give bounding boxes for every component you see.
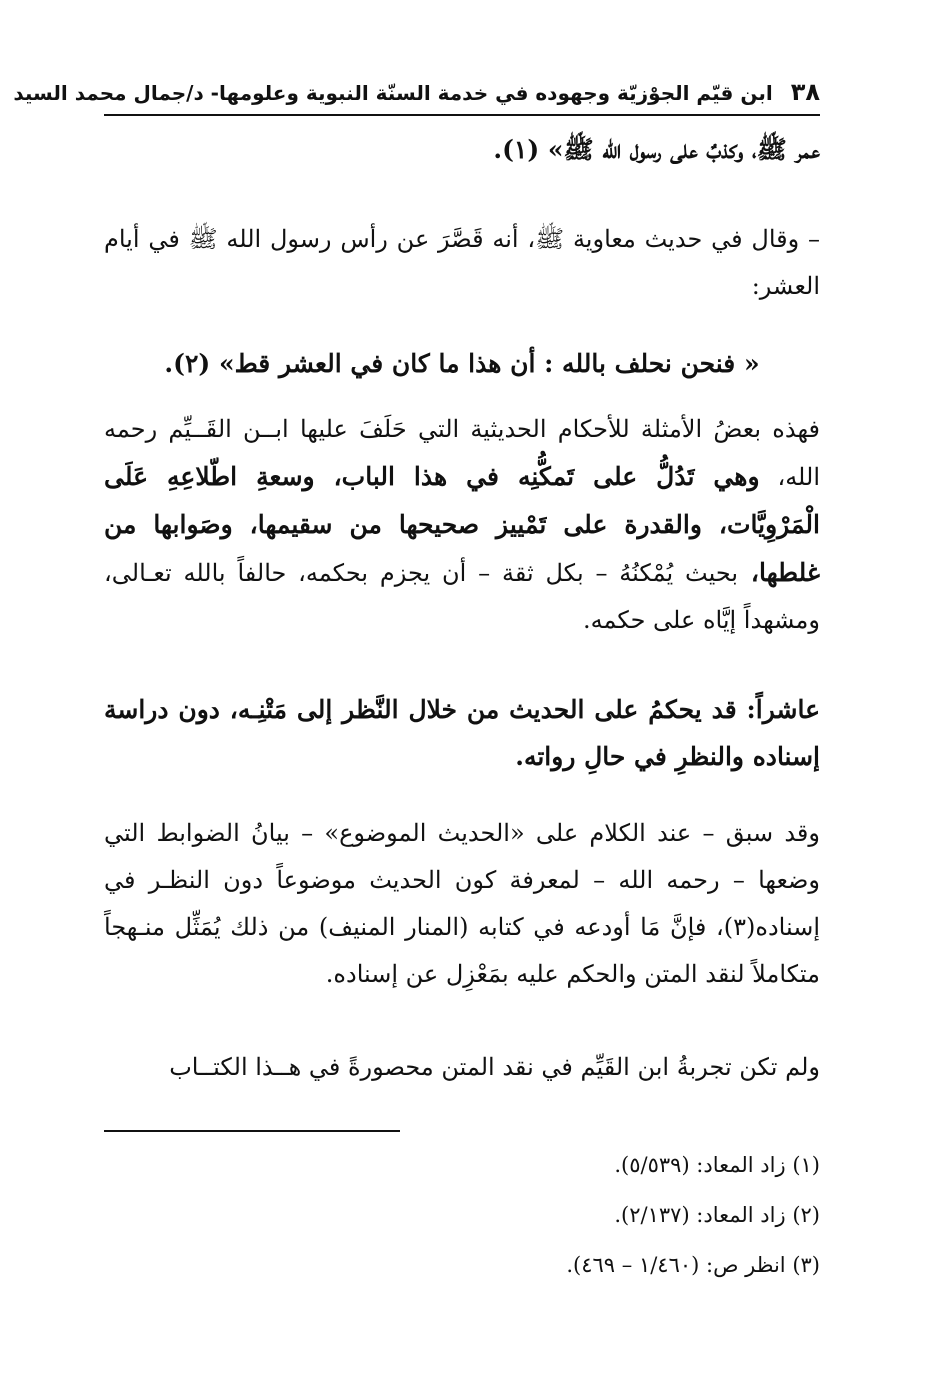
- footnote-1: (١) زاد المعاد: (٥/٥٣٩).: [614, 1153, 820, 1177]
- footnote-3: (٣) انظر ص: (١/٤٦٠ – ٤٦٩).: [566, 1253, 820, 1277]
- footnote-2: (٢) زاد المعاد: (٢/١٣٧).: [614, 1203, 820, 1227]
- paragraph-matn-critique: ولم تكن تجربةُ ابن القَيِّم في نقد المتن محصورةً في هــذا الكتــاب: [169, 1053, 820, 1081]
- summary-conclusion: بحيث يُمْكنُهُ – بكل ثقة – أن يجزم بحكمه، حالفاً بالله تعـالى، ومشهداً إيَّاه على حكمه.: [104, 559, 820, 634]
- paragraph-mawdu-criteria: وقد سبق – عند الكلام على «الحديث الموضوع» – بيانُ الضوابط التي وضعها – رحمه الله – لمعرفة كون الحديث موضوعاً دون النظـر في إسناده(٣)، فإنَّ مَا أودعه في كتابه (المنار المنيف) من ذلك يُمَثِّل منـهجاً متكاملاً لنقد المتن والحكم عليه بمَعْزِل عن إسناده.: [104, 819, 820, 988]
- footnote-separator: [104, 1130, 400, 1132]
- running-header: [13, 78, 820, 116]
- paragraph-continuation: عمر ﷺ، وكذبٌ على رسول الله ﷺ» (١).: [493, 135, 820, 164]
- page-number: ٣٨: [790, 78, 820, 106]
- book-page: [13, 78, 820, 1298]
- paragraph-muawiya-hadith: – وقال في حديث معاوية ﷺ، أنه قَصَّرَ عن رأس رسول الله ﷺ في أيام العشر:: [104, 225, 820, 300]
- oath-quote: « فنحن نحلف بالله : أن هذا ما كان في العشر قط» (٢).: [164, 349, 760, 378]
- paragraph-examples-summary: [104, 406, 820, 644]
- section-heading-tenth: عاشراً: قد يحكمُ على الحديث من خلال النَّظر إلى مَتْنِـه، دون دراسة إسناده والنظرِ في حالِ رواته.: [104, 695, 820, 771]
- running-title: ابن قيّم الجوْزيّة وجهوده في خدمة السنّة النبوية وعلومها- د/جمال محمد السيد: [13, 81, 773, 105]
- summary-emphasis: وهي تَدُلُّ على تَمكُّنِه في هذا الباب، وسعةِ اطّلاعِهِ عَلَى الْمَرْوِيَّات، والقدرة على تَمْييز صحيحها من سقيمها، وصَوابها من غلطها،: [104, 462, 820, 587]
- summary-intro: فهذه بعضُ الأمثلة للأحكام الحديثية التي حَلَفَ عليها ابــن القَــيِّم رحمه الله،: [104, 415, 820, 491]
